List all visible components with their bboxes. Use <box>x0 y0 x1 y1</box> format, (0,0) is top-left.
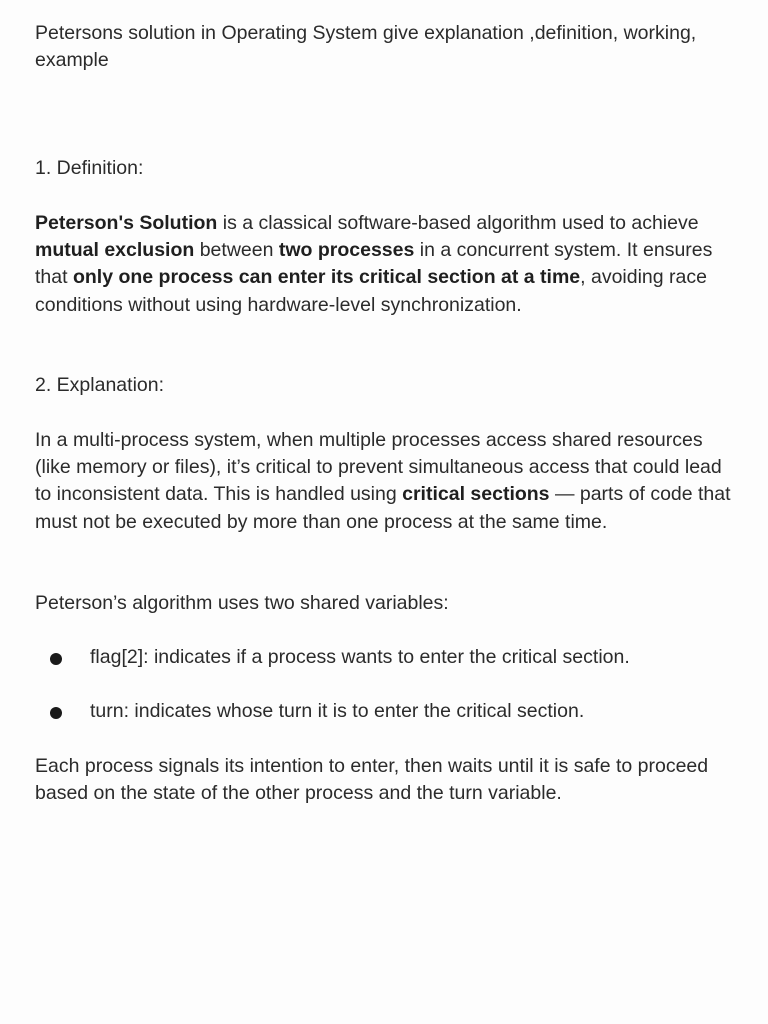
explanation-paragraph: In a multi-process system, when multiple processes access shared resources (like memory or files), it’s critical to prevent simultaneous access that could lead to inconsistent data. This is handled using critical sections — parts of code that must not be executed by more than one process at the same time. <box>35 429 731 533</box>
list-item: flag[2]: indicates if a process wants to enter the critical section. <box>35 644 735 671</box>
term-critical-sections: critical sections <box>402 483 550 506</box>
bullet-dot-icon <box>50 707 62 719</box>
closing-paragraph: Each process signals its intention to enter, then waits until it is safe to proceed based on the state of the other process and the turn variable. <box>35 755 709 805</box>
term-two-processes: two processes <box>278 239 415 262</box>
term-only-one-process: only one process can enter its critical section at a time <box>72 266 581 289</box>
list-item: turn: indicates whose turn it is to enter the critical section. <box>35 698 735 725</box>
term-petersons-solution: Peterson's Solution <box>35 212 218 234</box>
definition-heading: 1. Definition: <box>35 157 144 179</box>
definition-paragraph: Peterson's Solution is a classical software-based algorithm used to achieve mutual exclusion between two processes in a concurrent system. It ensures that only one process can enter its critical section at a time, avoiding race conditions without using hardware-level synchronization. <box>35 212 713 316</box>
variables-intro: Peterson’s algorithm uses two shared variables: <box>35 592 449 614</box>
explanation-heading: 2. Explanation: <box>35 374 165 396</box>
shared-variables-list <box>35 644 735 725</box>
term-mutual-exclusion: mutual exclusion <box>35 239 195 262</box>
page-title: Petersons solution in Operating System give explanation ,definition, working, example <box>35 22 697 72</box>
bullet-dot-icon <box>50 653 62 665</box>
